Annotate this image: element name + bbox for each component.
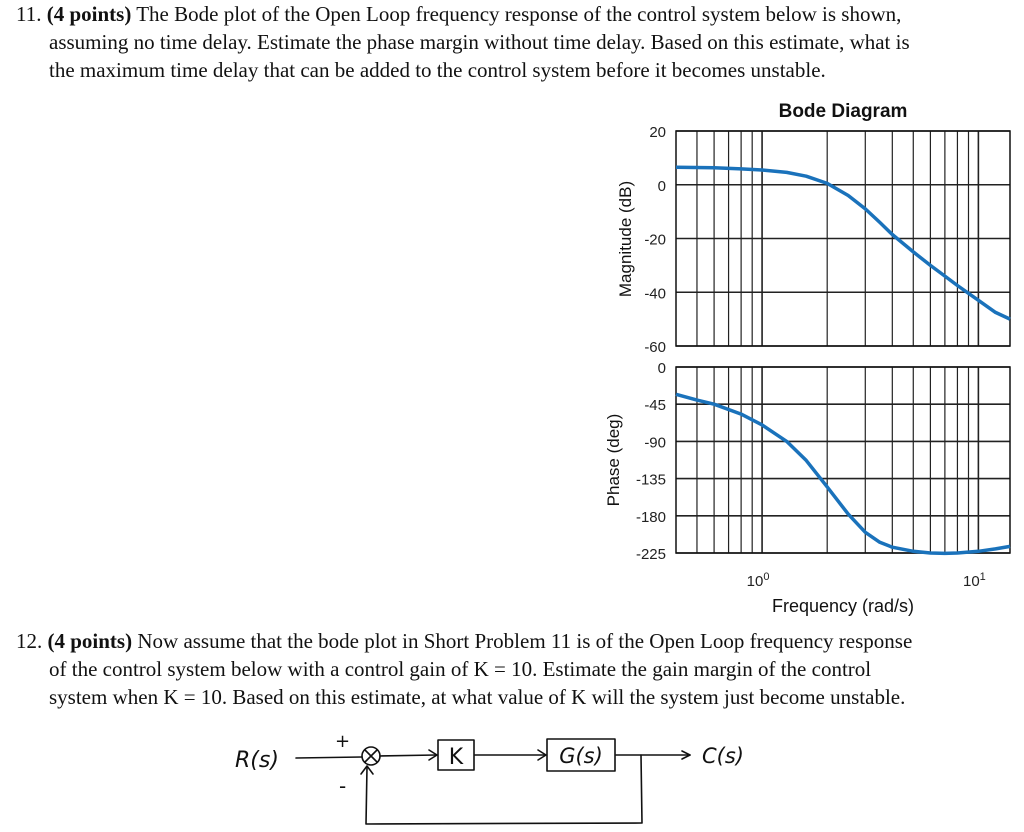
block-diagram: [0, 725, 1024, 832]
y-tick-label: -180: [635, 508, 666, 526]
summing-junction-cross: [365, 750, 377, 762]
y-tick-label: -40: [644, 285, 666, 303]
phase-y-label: Phase (deg): [604, 413, 623, 507]
question-12-line-2: of the control system below with a control gain of K = 10. Estimate the gain margin of the control: [49, 657, 872, 681]
input-signal-line: [296, 757, 362, 758]
x-tick-label: $10^0$: [746, 571, 770, 590]
x-tick-exponent: 1: [979, 571, 986, 583]
x-tick-label: $10^1$: [962, 571, 986, 590]
x-axis-label: Frequency (rad/s): [771, 596, 915, 616]
question-12-line-3: system when K = 10. Based on this estimate, at what value of K will the system just become unstable.: [49, 685, 906, 709]
y-tick-label: -135: [635, 471, 666, 489]
question-11-text-1: The Bode plot of the Open Loop frequency response of the control system below is shown,: [136, 2, 902, 26]
plant-label: G(s): [559, 744, 603, 768]
question-12-points: (4 points): [47, 629, 133, 653]
magnitude-line: [676, 167, 1010, 319]
x-tick-labels: [747, 571, 986, 590]
output-label: C(s): [702, 744, 744, 768]
question-11-number: 11.: [16, 2, 42, 26]
y-tick-label: -90: [644, 434, 666, 452]
y-tick-label: -225: [635, 546, 666, 563]
phase-grid: [676, 367, 1010, 553]
question-12-number: 12.: [16, 629, 43, 653]
y-tick-label: 0: [657, 177, 666, 195]
junction-to-gain-line: [380, 755, 436, 756]
y-tick-label: 0: [657, 360, 666, 377]
y-tick-label: -45: [644, 397, 666, 415]
question-12-line-1: [16, 627, 1016, 655]
magnitude-grid: [676, 131, 1010, 346]
phase-line: [676, 394, 1010, 553]
question-11-line-2: assuming no time delay. Estimate the phase margin without time delay. Based on this estimate, what is: [49, 30, 910, 54]
question-11-line-3: the maximum time delay that can be added to the control system before it becomes unstable.: [49, 58, 826, 82]
chart-title: Bode Diagram: [778, 101, 908, 122]
phase-y-ticks: [636, 360, 666, 563]
y-tick-label: -60: [644, 339, 666, 356]
gain-label: K: [448, 745, 464, 770]
minus-sign: -: [339, 774, 347, 798]
input-label: R(s): [235, 748, 279, 773]
plus-sign: +: [335, 731, 351, 752]
magnitude-y-label: Magnitude (dB): [616, 180, 635, 298]
y-tick-label: -20: [644, 231, 666, 249]
x-tick-exponent: 0: [763, 571, 770, 583]
magnitude-y-ticks: [644, 124, 666, 356]
y-tick-label: 20: [649, 124, 666, 141]
question-12-text-1: Now assume that the bode plot in Short Problem 11 is of the Open Loop frequency response: [137, 629, 913, 653]
phase-axes-frame: [676, 367, 1010, 553]
question-12: [16, 627, 1016, 711]
question-11-points: (4 points): [46, 2, 132, 26]
